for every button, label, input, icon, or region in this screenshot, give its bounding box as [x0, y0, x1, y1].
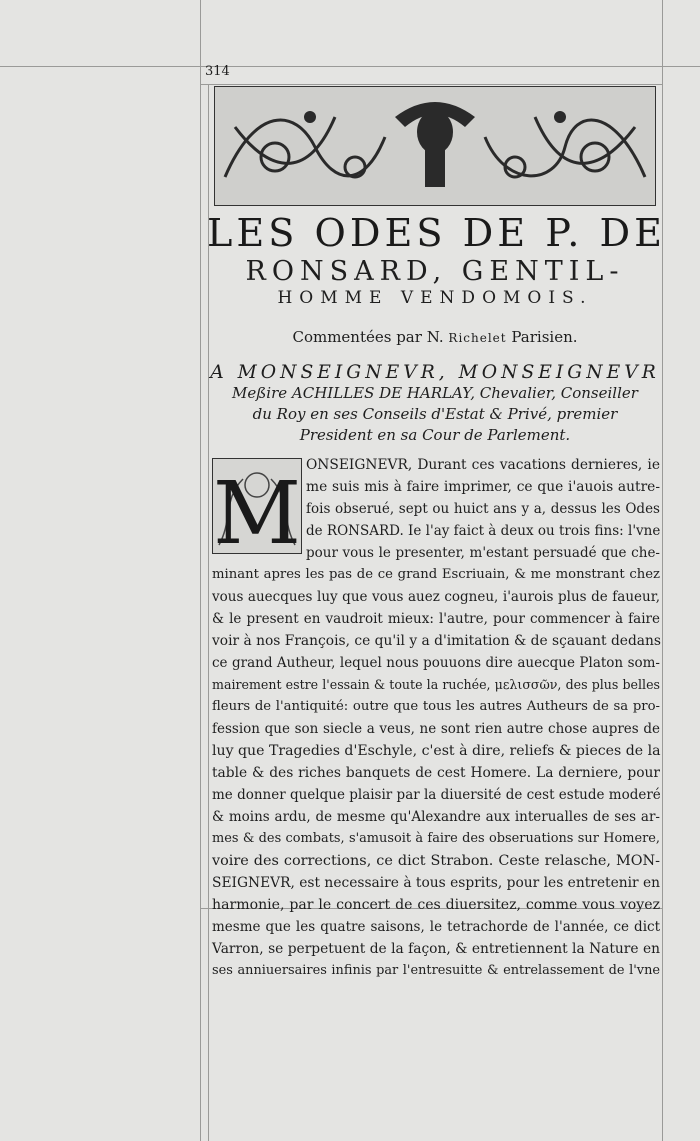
- body-line-6: minant apres les pas de ce grand Escriuain, & me monstrant chez: [212, 567, 660, 582]
- byline-prefix: Commentées par N.: [292, 328, 444, 346]
- drop-cap: [212, 458, 302, 554]
- frame-rule-right: [662, 0, 663, 1141]
- frame-rule-top: [0, 66, 700, 67]
- body-line-15: table & des riches banquets de cest Homere. La derniere, pour: [212, 765, 660, 781]
- title-line-2: RONSARD, GENTIL-: [245, 256, 625, 287]
- body-line-9: voir à nos François, ce qu'il y a d'imitation & de sçauant dedans: [212, 633, 661, 649]
- body-line-17: & moins ardu, de mesme qu'Alexandre aux interualles de ses ar-: [212, 809, 660, 825]
- body-line-13: fession que son siecle a veus, ne sont rien autre chose aupres de: [212, 721, 660, 737]
- byline-name: Richelet: [448, 331, 507, 345]
- body-line-1: ONSEIGNEVR, Durant ces vacations dernieres, ie: [306, 457, 660, 473]
- byline: [210, 328, 660, 346]
- body-line-2: me suis mis à faire imprimer, ce que i'auois autre-: [306, 479, 660, 495]
- body-line-23: Varron, se perpetuent de la façon, & entretiennent la Nature en: [212, 941, 660, 957]
- title-line-1: LES ODES DE P. DE: [207, 212, 666, 256]
- body-line-22: mesme que les quatre saisons, le tetrachorde de l'année, ce dict: [212, 919, 660, 935]
- body-line-7: vous auecques luy que vous auez cogneu, i'aurois plus de faueur,: [212, 589, 660, 605]
- headpiece-ornament: [214, 86, 656, 206]
- body-line-14: luy que Tragedies d'Eschyle, c'est à dire, reliefs & pieces de la: [212, 743, 661, 759]
- drop-cap-letter: M: [213, 464, 301, 553]
- title-line-3: HOMME VENDOMOIS.: [277, 288, 593, 308]
- body-line-4: de RONSARD. Ie l'ay faict à deux ou trois fins: l'vne: [306, 523, 661, 539]
- body-line-5: pour vous le presenter, m'estant persuadé que che-: [306, 545, 660, 561]
- body-line-3: fois obserué, sept ou huict ans y a, dessus les Odes: [306, 501, 660, 517]
- body-line-18: mes & des combats, s'amusoit à faire des obseruations sur Homere,: [212, 831, 660, 846]
- body-line-16: me donner quelque plaisir par la diuersité de cest estude moderé: [212, 787, 661, 803]
- dedication-line-2: du Roy en ses Conseils d'Estat & Privé, premier: [252, 405, 618, 423]
- body-line-24: ses anniuersaires infinis par l'entresuitte & entrelassement de l'vne: [212, 963, 660, 978]
- dedication-line-3: President en sa Cour de Parlement.: [299, 426, 571, 444]
- byline-suffix: Parisien.: [511, 328, 578, 346]
- dedication-line-1: Meßire ACHILLES DE HARLAY, Chevalier, Conseiller: [232, 384, 638, 402]
- body-line-19: voire des corrections, ce dict Strabon. Ceste relasche, MON-: [212, 853, 660, 869]
- body-line-21: harmonie, par le concert de ces diuersitez, comme vous voyez: [212, 897, 660, 913]
- dedication: [210, 362, 660, 446]
- dedication-heading: A MONSEIGNEVR, MONSEIGNEVR: [210, 362, 660, 383]
- body-line-20: SEIGNEVR, est necessaire à tous esprits, pour les entretenir en: [212, 875, 661, 891]
- body-line-11: mairement estre l'essain & toute la ruchée, μελισσῶν, des plus belles: [212, 677, 660, 692]
- body-line-12: fleurs de l'antiquité: outre que tous les autres Autheurs de sa pro-: [212, 699, 660, 714]
- body-line-8: & le present en vaudroit mieux: l'autre, pour commencer à faire: [212, 611, 660, 627]
- frame-rule-left-outer: [200, 0, 201, 1141]
- page-number: 314: [205, 64, 230, 79]
- body-line-10: ce grand Autheur, lequel nous pouuons dire auecque Platon som-: [212, 655, 660, 671]
- frame-rule-top-2: [200, 84, 662, 85]
